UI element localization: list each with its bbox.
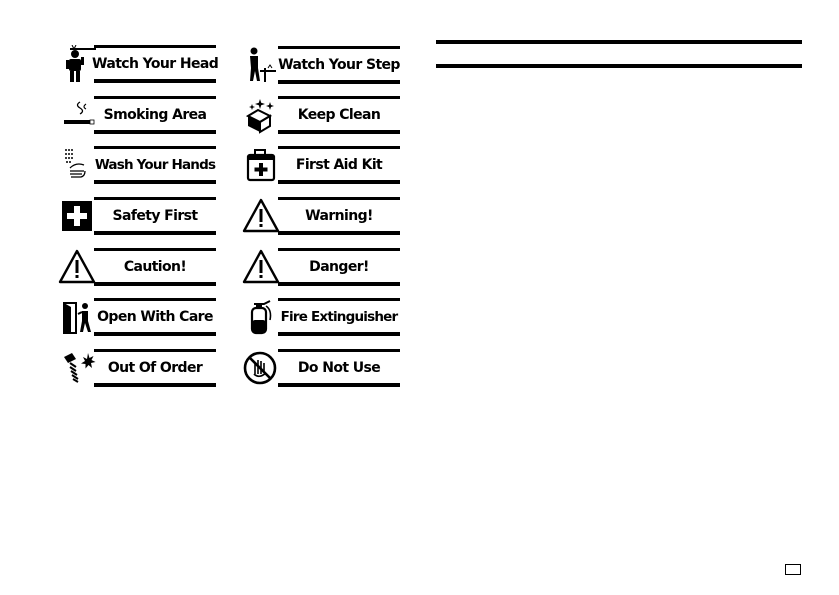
sign-danger xyxy=(240,248,400,286)
bar-top xyxy=(278,248,400,251)
bar-bottom xyxy=(94,180,216,184)
head-hazard-icon xyxy=(56,45,96,83)
sign-label: Watch Your Step xyxy=(278,57,400,73)
sign-watch-your-step xyxy=(240,46,400,84)
bar-bottom xyxy=(278,383,400,387)
hand-wash-icon xyxy=(56,146,96,184)
sign-caution xyxy=(56,248,216,286)
step-hazard-icon xyxy=(240,46,280,84)
sign-do-not-use xyxy=(240,349,400,387)
bar-bottom xyxy=(278,332,400,336)
sign-out-of-order xyxy=(56,349,216,387)
bar-top xyxy=(94,197,216,200)
bar-bottom xyxy=(278,231,400,235)
sign-label: Smoking Area xyxy=(103,107,207,123)
sign-wash-your-hands xyxy=(56,146,216,184)
sign-label: Watch Your Head xyxy=(92,56,219,72)
sign-label: Fire Extinguisher xyxy=(280,309,398,325)
sign-smoking-area xyxy=(56,96,216,134)
bar-bottom xyxy=(278,130,400,134)
sign-fire-extinguisher xyxy=(240,298,400,336)
prohibited-icon xyxy=(240,349,280,387)
bar-top xyxy=(94,146,216,149)
sign-label: First Aid Kit xyxy=(295,157,383,173)
bar-bottom xyxy=(94,231,216,235)
bar-top xyxy=(94,45,216,48)
sign-keep-clean xyxy=(240,96,400,134)
top-rule xyxy=(436,40,802,44)
door-icon xyxy=(56,298,96,336)
sign-label: Caution! xyxy=(123,259,187,275)
danger-triangle-icon xyxy=(240,248,280,286)
sign-watch-your-head xyxy=(56,45,219,83)
bar-top xyxy=(278,298,400,301)
bar-bottom xyxy=(94,383,216,387)
broken-spring-icon xyxy=(56,349,96,387)
sign-label: Out Of Order xyxy=(107,360,203,376)
first-aid-kit-icon xyxy=(240,146,280,184)
bar-top xyxy=(94,96,216,99)
bar-bottom xyxy=(94,282,216,286)
bar-top xyxy=(278,197,400,200)
sparkle-box-icon xyxy=(240,96,280,134)
cross-icon xyxy=(56,197,96,235)
bar-bottom xyxy=(94,79,216,83)
caution-triangle-icon xyxy=(56,248,96,286)
sign-label: Danger! xyxy=(309,259,369,275)
bar-bottom xyxy=(278,80,400,84)
sign-open-with-care xyxy=(56,298,216,336)
second-rule xyxy=(436,64,802,68)
sign-label: Do Not Use xyxy=(297,360,381,376)
sign-first-aid-kit xyxy=(240,146,400,184)
bar-top xyxy=(94,248,216,251)
warning-triangle-icon xyxy=(240,197,280,235)
cigarette-icon xyxy=(56,96,96,134)
bar-top xyxy=(278,349,400,352)
sign-warning xyxy=(240,197,400,235)
bar-bottom xyxy=(94,130,216,134)
bar-top xyxy=(278,46,400,49)
bar-top xyxy=(94,298,216,301)
bar-bottom xyxy=(278,282,400,286)
page-marker-box xyxy=(785,564,801,575)
bar-top xyxy=(278,146,400,149)
sign-safety-first xyxy=(56,197,216,235)
bar-top xyxy=(94,349,216,352)
sign-label: Warning! xyxy=(305,208,373,224)
sign-label: Open With Care xyxy=(97,309,213,325)
fire-extinguisher-icon xyxy=(240,298,280,336)
bar-bottom xyxy=(94,332,216,336)
sign-label: Keep Clean xyxy=(297,107,381,123)
bar-bottom xyxy=(278,180,400,184)
sign-label: Safety First xyxy=(112,208,198,224)
bar-top xyxy=(278,96,400,99)
sign-label: Wash Your Hands xyxy=(94,157,216,173)
